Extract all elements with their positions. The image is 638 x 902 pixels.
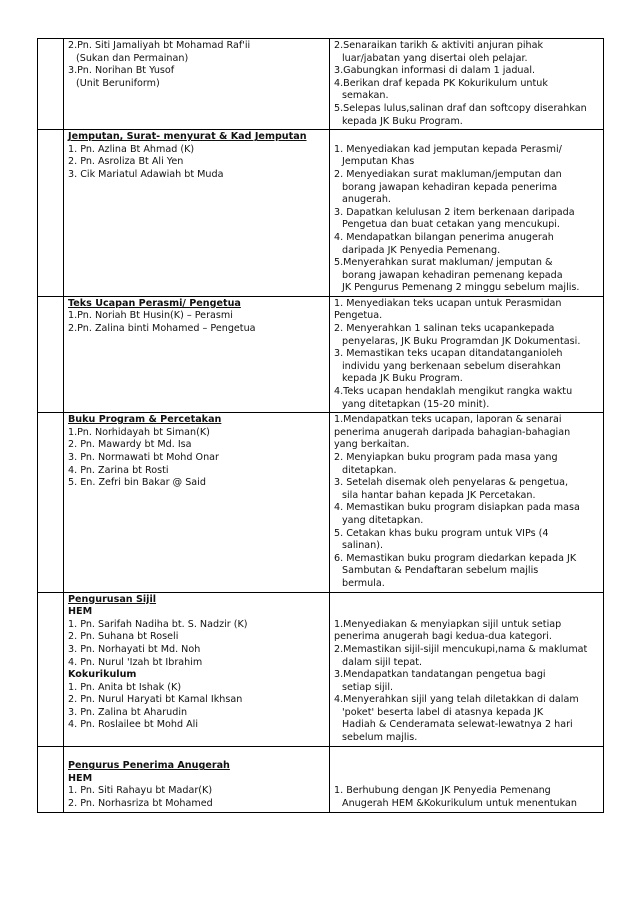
section-heading: Buku Program & Percetakan [68, 414, 222, 426]
table-row [38, 39, 604, 130]
text-line: JK Pengurus Pemenang 2 minggu sebelum majlis. [342, 282, 580, 294]
text-line: 1. Menyediakan kad jemputan kepada Perasmi/ [334, 143, 562, 155]
text-line: sebelum majlis. [342, 732, 418, 744]
text-line: Pengetua. [334, 310, 383, 322]
text-line: 2. Pn. Mawardy bt Md. Isa [68, 439, 192, 451]
table-row [38, 296, 604, 412]
text-line: 1. Pn. Anita bt Ishak (K) [68, 681, 182, 693]
text-line: 1. Menyediakan teks ucapan untuk Perasmidan [334, 297, 562, 309]
text-line: 3. Pn. Norhayati bt Md. Noh [68, 643, 201, 655]
text-line: Pengetua dan buat cetakan yang mencukupi. [342, 219, 560, 231]
text-line: (Sukan dan Permainan) [76, 52, 189, 64]
text-line: 4.Menyerahkan sijil yang telah diletakkan di dalam [334, 694, 579, 706]
text-line: 1. Pn. Siti Rahayu bt Madar(K) [68, 785, 213, 797]
text-line: kepada JK Buku Program. [342, 115, 463, 127]
section-heading: Jemputan, Surat- menyurat & Kad Jemputan [68, 131, 307, 143]
blank-line [334, 773, 600, 786]
text-line: Sambutan & Pendaftaran sebelum majlis [342, 565, 539, 577]
text-line: 2. Pn. Nurul Haryati bt Kamal Ikhsan [68, 694, 243, 706]
section-heading: Pengurusan Sijil [68, 593, 157, 605]
text-line: setiap sijil. [342, 681, 394, 693]
section-heading: Teks Ucapan Perasmi/ Pengetua [68, 297, 241, 309]
blank-line [334, 131, 600, 144]
text-line: 5.Selepas lulus,salinan draf dan softcopy diserahkan [334, 102, 587, 114]
committee-cell [64, 413, 330, 592]
text-line: 2.Pn. Siti Jamaliyah bt Mohamad Raf'ii [68, 40, 251, 51]
text-line: 1.Mendapatkan teks ucapan, laporan & senarai [334, 414, 562, 426]
text-line: yang ditetapkan (15-20 minit). [342, 398, 490, 410]
text-line: 2. Pn. Asroliza Bt Ali Yen [68, 156, 184, 168]
text-line: luar/jabatan yang disertai oleh pelajar. [342, 52, 528, 64]
text-line: 2.Pn. Zalina binti Mohamed – Pengetua [68, 323, 256, 335]
text-line: 2. Menyerahkan 1 salinan teks ucapankepada [334, 323, 555, 335]
committee-cell [64, 746, 330, 812]
row-number-cell [38, 592, 64, 746]
text-line: kepada JK Buku Program. [342, 373, 463, 385]
text-line: sila hantar bahan kepada JK Percetakan. [342, 489, 536, 501]
text-line: 4. Mendapatkan bilangan penerima anugerah [334, 231, 554, 243]
text-line: borang jawapan kehadiran pemenang kepada [342, 269, 563, 281]
committee-cell [64, 296, 330, 412]
row-number-cell [38, 413, 64, 592]
text-line: 3.Pn. Norihan Bt Yusof [68, 65, 175, 77]
text-line: salinan). [342, 540, 384, 552]
task-cell [330, 39, 604, 130]
text-line: (Unit Beruniform) [76, 77, 160, 89]
text-line: Anugerah HEM &Kokurikulum untuk menentukan [342, 798, 577, 810]
text-line: 3. Setelah disemak oleh penyelaras & pengetua, [334, 477, 569, 489]
text-line: borang jawapan kehadiran kepada penerima [342, 181, 558, 193]
text-line: 1.Pn. Norhidayah bt Siman(K) [68, 426, 210, 438]
subgroup-label: HEM [68, 772, 93, 784]
text-line: yang ditetapkan. [342, 514, 424, 526]
text-line: semakan. [342, 90, 389, 102]
table-row [38, 746, 604, 812]
text-line: 'poket' beserta label di atasnya kepada JK [342, 706, 544, 718]
task-cell [330, 130, 604, 297]
duty-table-body [38, 39, 604, 813]
text-line: 2. Pn. Norhasriza bt Mohamed [68, 798, 213, 810]
table-row [38, 413, 604, 592]
text-line: 3. Cik Mariatul Adawiah bt Muda [68, 168, 224, 180]
task-cell [330, 296, 604, 412]
text-line: 3.Gabungkan informasi di dalam 1 jadual. [334, 65, 536, 77]
text-line: Jemputan Khas [342, 156, 415, 168]
text-line: 4. Pn. Zarina bt Rosti [68, 464, 169, 476]
text-line: penyelaras, JK Buku Programdan JK Dokumentasi. [342, 335, 581, 347]
blank-line [334, 594, 600, 607]
row-number-cell [38, 296, 64, 412]
text-line: 4. Memastikan buku program disiapkan pada masa [334, 502, 580, 514]
subgroup-label: HEM [68, 606, 93, 618]
text-line: 5. En. Zefri bin Bakar @ Said [68, 477, 206, 489]
text-line: individu yang berkenaan sebelum diserahkan [342, 360, 561, 372]
text-line: 2. Pn. Suhana bt Roseli [68, 631, 179, 643]
row-number-cell [38, 130, 64, 297]
blank-line [334, 760, 600, 773]
text-line: 3. Pn. Zalina bt Aharudin [68, 706, 188, 718]
text-line: 5. Cetakan khas buku program untuk VIPs (4 [334, 527, 549, 539]
text-line: 4. Pn. Nurul 'Izah bt Ibrahim [68, 656, 203, 668]
subgroup-label: Kokurikulum [68, 669, 137, 681]
text-line: 6. Memastikan buku program diedarkan kepada JK [334, 552, 577, 564]
table-row [38, 130, 604, 297]
blank-line [68, 748, 326, 761]
text-line: 1.Menyediakan & menyiapkan sijil untuk setiap [334, 618, 562, 630]
blank-line [68, 732, 326, 745]
text-line: penerima anugerah daripada bahagian-bahagian [334, 426, 571, 438]
task-cell [330, 413, 604, 592]
text-line: 5.Menyerahkan surat makluman/ jemputan & [334, 257, 553, 269]
text-line: 1. Pn. Azlina Bt Ahmad (K) [68, 143, 195, 155]
text-line: 2.Memastikan sijil-sijil mencukupi,nama & maklumat [334, 643, 588, 655]
text-line: anugerah. [342, 194, 391, 206]
text-line: penerima anugerah bagi kedua-dua kategori. [334, 631, 552, 643]
text-line: 4.Teks ucapan hendaklah mengikut rangka waktu [334, 386, 573, 398]
row-number-cell [38, 746, 64, 812]
text-line: 1. Berhubung dengan JK Penyedia Pemenang [334, 785, 551, 797]
committee-cell [64, 39, 330, 130]
blank-line [334, 606, 600, 619]
text-line: 4. Pn. Roslailee bt Mohd Ali [68, 719, 198, 731]
text-line: Hadiah & Cenderamata selewat-lewatnya 2 hari [342, 719, 573, 731]
section-heading: Pengurus Penerima Anugerah [68, 760, 230, 772]
text-line: 2. Menyiapkan buku program pada masa yang [334, 452, 558, 463]
text-line: 3. Dapatkan kelulusan 2 item berkenaan daripada [334, 206, 575, 218]
text-line: 2. Menyediakan surat makluman/jemputan dan [334, 168, 562, 180]
blank-line [334, 748, 600, 761]
task-cell [330, 592, 604, 746]
committee-cell [64, 592, 330, 746]
text-line: 3.Mendapatkan tandatangan pengetua bagi [334, 669, 546, 681]
text-line: 4.Berikan draf kepada PK Kokurikulum untuk [334, 77, 548, 89]
text-line: 2.Senaraikan tarikh & aktiviti anjuran pihak [334, 40, 544, 51]
task-cell [330, 746, 604, 812]
text-line: 1. Pn. Sarifah Nadiha bt. S. Nadzir (K) [68, 618, 248, 630]
duty-table [37, 38, 604, 813]
text-line: daripada JK Penyedia Pemenang. [342, 244, 501, 256]
text-line: ditetapkan. [342, 464, 397, 476]
text-line: bermula. [342, 577, 385, 589]
text-line: 1.Pn. Noriah Bt Husin(K) – Perasmi [68, 310, 233, 322]
committee-cell [64, 130, 330, 297]
row-number-cell [38, 39, 64, 130]
text-line: 3. Pn. Normawati bt Mohd Onar [68, 452, 219, 463]
text-line: dalam sijil tepat. [342, 656, 423, 668]
table-row [38, 592, 604, 746]
text-line: 3. Memastikan teks ucapan ditandatanganioleh [334, 348, 563, 360]
text-line: yang berkaitan. [334, 439, 410, 451]
